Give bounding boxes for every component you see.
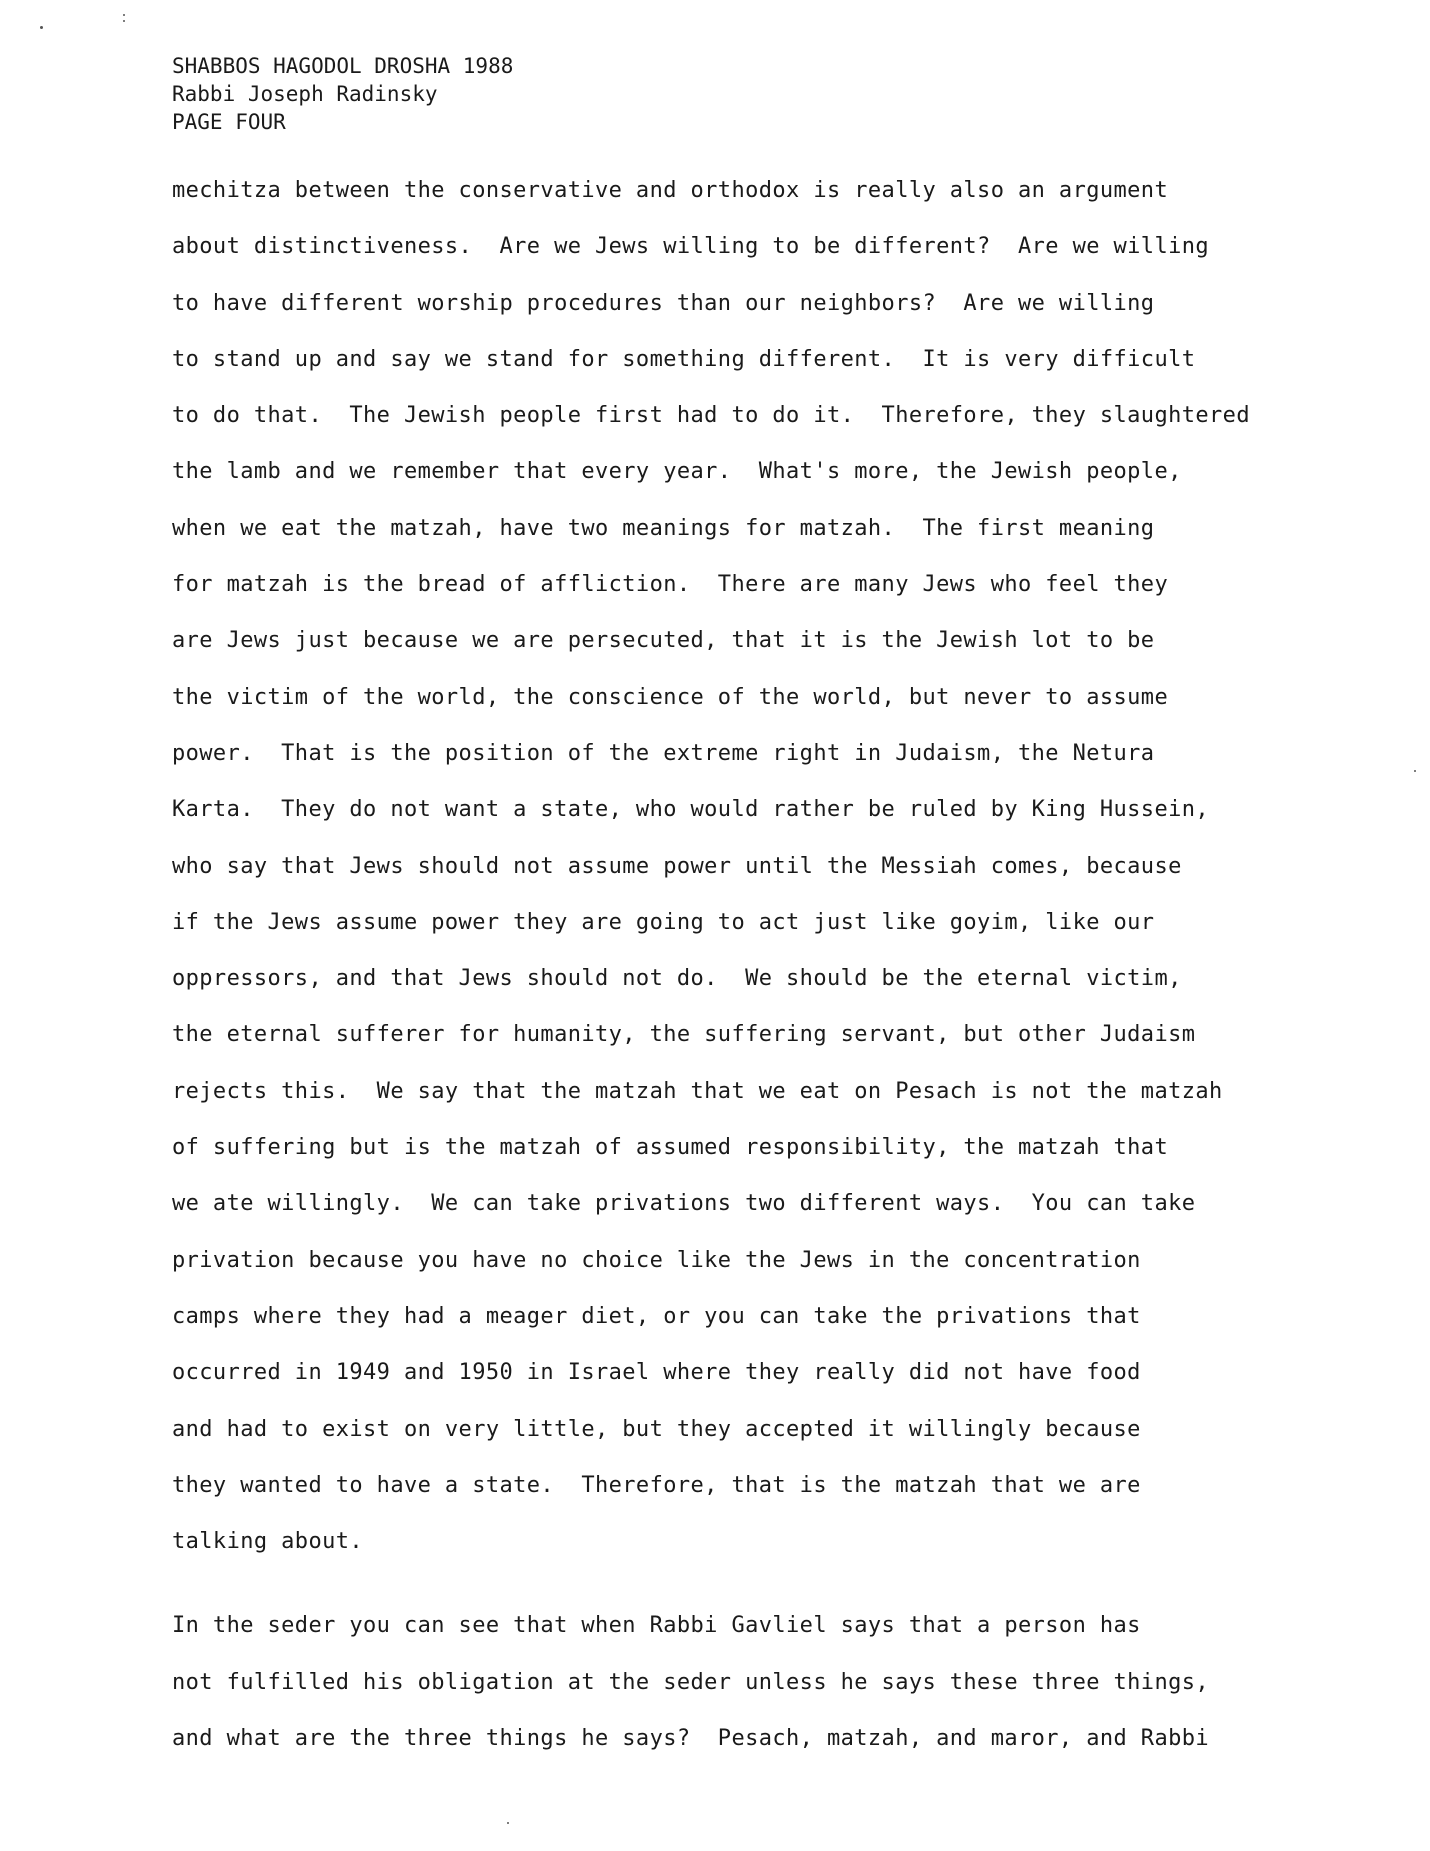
text-line: to stand up and say we stand for something different. It is very difficult	[172, 346, 1196, 372]
scan-speck	[1414, 770, 1416, 772]
paragraph-2	[172, 1598, 1402, 1767]
text-line: who say that Jews should not assume power until the Messiah comes, because	[172, 853, 1182, 879]
text-line: In the seder you can see that when Rabbi Gavliel says that a person has	[172, 1613, 1141, 1639]
text-line: to have different worship procedures than our neighbors? Are we willing	[172, 290, 1155, 316]
header-page-label: PAGE FOUR	[172, 110, 286, 134]
text-line: when we eat the matzah, have two meanings for matzah. The first meaning	[172, 515, 1155, 541]
text-line: occurred in 1949 and 1950 in Israel where they really did not have food	[172, 1360, 1141, 1386]
text-line: the eternal sufferer for humanity, the suffering servant, but other Judaism	[172, 1022, 1196, 1048]
text-line: are Jews just because we are persecuted, that it is the Jewish lot to be	[172, 628, 1155, 654]
scan-speck	[123, 14, 125, 16]
text-line: the lamb and we remember that every year. What's more, the Jewish people,	[172, 459, 1182, 485]
text-line: Karta. They do not want a state, who would rather be ruled by King Hussein,	[172, 797, 1210, 823]
header-author: Rabbi Joseph Radinsky	[172, 82, 438, 106]
text-line: we ate willingly. We can take privations two different ways. You can take	[172, 1191, 1196, 1217]
scan-speck	[40, 26, 43, 29]
text-line: of suffering but is the matzah of assumed responsibility, the matzah that	[172, 1135, 1169, 1161]
text-line: privation because you have no choice like the Jews in the concentration	[172, 1247, 1141, 1273]
text-line: if the Jews assume power they are going to act just like goyim, like our	[172, 909, 1155, 935]
text-line: oppressors, and that Jews should not do. We should be the eternal victim,	[172, 966, 1182, 992]
text-line: and had to exist on very little, but they accepted it willingly because	[172, 1416, 1141, 1442]
text-line: and what are the three things he says? Pesach, matzah, and maror, and Rabbi	[172, 1726, 1210, 1752]
text-line: for matzah is the bread of affliction. There are many Jews who feel they	[172, 572, 1169, 598]
document-body	[172, 163, 1402, 1767]
text-line: rejects this. We say that the matzah that we eat on Pesach is not the matzah	[172, 1078, 1223, 1104]
paragraph-1	[172, 163, 1402, 1570]
text-line: talking about.	[172, 1529, 364, 1555]
header-title: SHABBOS HAGODOL DROSHA 1988	[172, 54, 514, 78]
text-line: not fulfilled his obligation at the seder unless he says these three things,	[172, 1669, 1210, 1695]
scan-speck	[123, 20, 125, 22]
scan-speck	[507, 1822, 509, 1824]
document-header	[172, 52, 513, 136]
text-line: power. That is the position of the extreme right in Judaism, the Netura	[172, 740, 1155, 766]
text-line: they wanted to have a state. Therefore, that is the matzah that we are	[172, 1472, 1141, 1498]
text-line: mechitza between the conservative and orthodox is really also an argument	[172, 178, 1169, 203]
text-line: to do that. The Jewish people first had to do it. Therefore, they slaughtered	[172, 403, 1250, 429]
text-line: the victim of the world, the conscience of the world, but never to assume	[172, 684, 1169, 710]
text-line: about distinctiveness. Are we Jews willing to be different? Are we willing	[172, 234, 1210, 260]
text-line: camps where they had a meager diet, or you can take the privations that	[172, 1303, 1141, 1329]
